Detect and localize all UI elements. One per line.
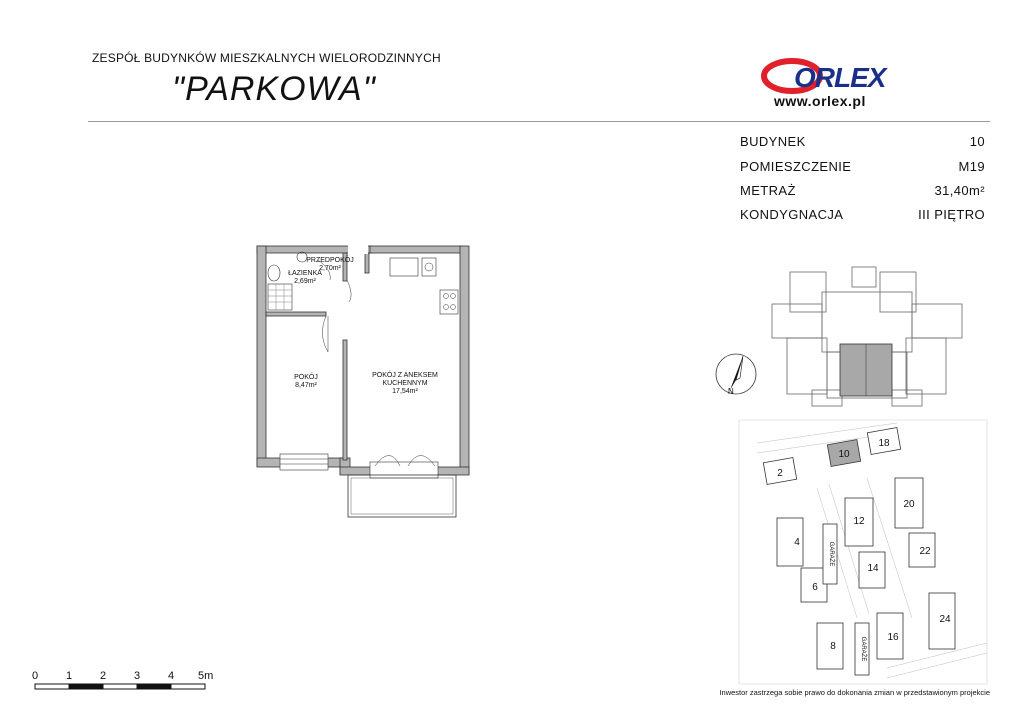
scale-label-1: 1 bbox=[66, 670, 73, 682]
building-label-14: 14 bbox=[867, 563, 879, 574]
info-value: 31,40m² bbox=[934, 183, 985, 198]
project-subtitle: ZESPÓŁ BUDYNKÓW MIESZKALNYCH WIELORODZINNYCH bbox=[92, 51, 441, 65]
project-title: "PARKOWA" bbox=[172, 70, 376, 108]
info-key: METRAŻ bbox=[740, 183, 796, 198]
logo-brand: ORLEX bbox=[794, 62, 886, 93]
info-row-pomieszczenie bbox=[740, 159, 985, 179]
scale-label-5m: 5m bbox=[198, 670, 214, 682]
info-value: M19 bbox=[958, 159, 985, 174]
building-label-10: 10 bbox=[838, 449, 850, 460]
garage-label-2: GARAŻE bbox=[860, 636, 866, 662]
info-key: POMIESZCZENIE bbox=[740, 159, 852, 174]
building-label-16: 16 bbox=[887, 632, 899, 643]
info-row-kondygnacja bbox=[740, 207, 985, 227]
scale-label-3: 3 bbox=[134, 670, 141, 682]
building-label-8: 8 bbox=[830, 641, 836, 652]
door-pokoj bbox=[322, 316, 328, 352]
compass-icon bbox=[712, 350, 760, 398]
garage-label-1: GARAŻE bbox=[828, 541, 834, 567]
disclaimer-text: Inwestor zastrzega sobie prawo do dokonania zmian w przedstawionym projekcie bbox=[719, 688, 990, 697]
scale-label-4: 4 bbox=[168, 670, 175, 682]
room-przedpokoj-label: PRZEDPOKÓJ 2,70m² bbox=[306, 257, 354, 272]
info-key: KONDYGNACJA bbox=[740, 207, 844, 222]
building-label-2: 2 bbox=[777, 468, 783, 479]
room-pokoj-label: POKÓJ 8,47m² bbox=[294, 374, 318, 389]
info-value: III PIĘTRO bbox=[918, 207, 985, 222]
building-key-plan bbox=[762, 262, 972, 412]
balcony-door bbox=[370, 462, 438, 478]
building-label-20: 20 bbox=[903, 499, 915, 510]
building-label-6: 6 bbox=[812, 582, 818, 593]
info-key: BUDYNEK bbox=[740, 134, 806, 149]
compass-north-label: N bbox=[728, 387, 734, 396]
balcony bbox=[348, 475, 456, 517]
info-row-budynek bbox=[740, 134, 985, 154]
site-plan bbox=[737, 418, 989, 686]
shower bbox=[268, 284, 292, 310]
entry-gap bbox=[348, 244, 368, 254]
room-aneks-label: POKÓJ Z ANEKSEM KUCHENNYM 17,54m² bbox=[372, 372, 438, 395]
pokoj-window bbox=[280, 454, 328, 470]
kitchen-counter bbox=[390, 258, 418, 276]
sink bbox=[422, 258, 436, 276]
stove bbox=[440, 290, 458, 314]
building-label-22: 22 bbox=[919, 546, 931, 557]
scale-label-0: 0 bbox=[32, 670, 39, 682]
room-lazienka-label: ŁAZIENKA 2,69m² bbox=[288, 270, 322, 285]
info-value: 10 bbox=[969, 134, 985, 149]
header-divider bbox=[88, 121, 990, 122]
orlex-logo bbox=[760, 56, 945, 112]
building-label-18: 18 bbox=[878, 438, 890, 449]
logo-url: www.orlex.pl bbox=[774, 93, 866, 109]
building-label-4: 4 bbox=[794, 537, 800, 548]
scale-label-2: 2 bbox=[100, 670, 107, 682]
info-row-metraz bbox=[740, 183, 985, 203]
building-label-12: 12 bbox=[853, 516, 865, 527]
building-label-24: 24 bbox=[939, 614, 951, 625]
